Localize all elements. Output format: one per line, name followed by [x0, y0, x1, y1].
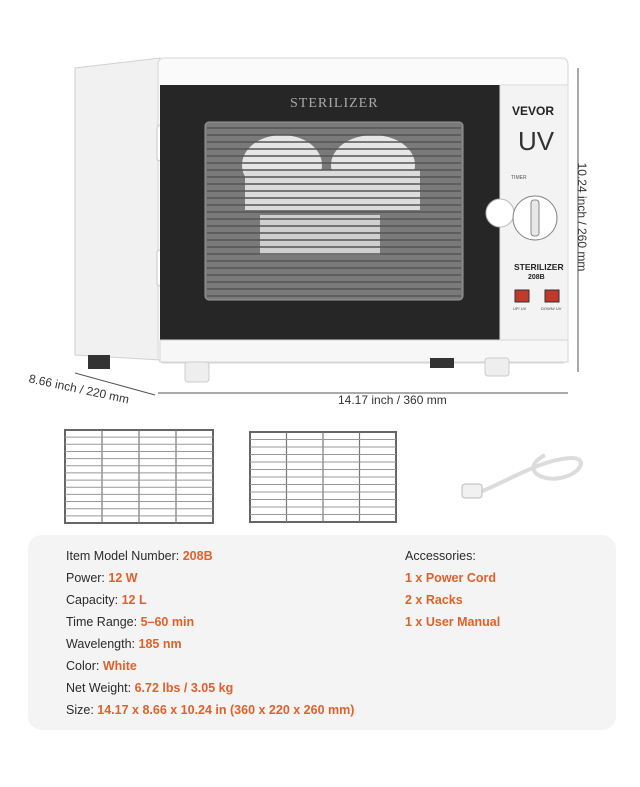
rack-1 [65, 430, 213, 523]
foot-back-left [88, 355, 110, 369]
spec-value: 5–60 min [140, 615, 195, 629]
foot-back-right [430, 358, 454, 368]
spec-row [66, 615, 194, 629]
spec-label: Wavelength: [66, 637, 139, 651]
rack-2 [250, 432, 396, 522]
power-cord [462, 455, 581, 498]
spec-label: Item Model Number: [66, 549, 183, 563]
accessory-item: 2 x Racks [405, 593, 463, 607]
accessory-item: 1 x Power Cord [405, 571, 496, 585]
spec-value: 6.72 lbs / 3.05 kg [134, 681, 234, 695]
spec-value: 208B [182, 549, 213, 563]
panel-label: STERILIZER [514, 262, 564, 272]
spec-label: Power: [66, 571, 109, 585]
spec-row [66, 571, 138, 585]
spec-row [66, 703, 354, 717]
spec-label: Net Weight: [66, 681, 135, 695]
box-item [260, 215, 380, 255]
towel-stack [245, 170, 420, 210]
spec-row [66, 681, 233, 695]
switch-left [515, 290, 529, 302]
spec-panel [28, 535, 616, 730]
cabinet-side [75, 58, 160, 360]
brand-logo: VEVOR [512, 104, 555, 118]
spec-label: Size: [66, 703, 98, 717]
accessories-illustration [0, 420, 640, 530]
accessories-title: Accessories: [405, 549, 476, 563]
height-dimension: 10.24 inch / 260 mm [575, 162, 589, 272]
door-label: STERILIZER [290, 96, 379, 111]
switch-right-label: DOWN/ UV [541, 306, 562, 311]
spec-value: 14.17 x 8.66 x 10.24 in (360 x 220 x 260 mm) [97, 703, 355, 717]
spec-row [66, 593, 147, 607]
width-dimension: 14.17 inch / 360 mm [338, 393, 447, 407]
door-knob [486, 199, 514, 227]
spec-value: 185 nm [138, 637, 182, 651]
timer-grip [531, 200, 539, 236]
uv-badge: UV [518, 126, 555, 156]
spec-row [66, 637, 182, 651]
spec-row [66, 659, 137, 673]
spec-label: Color: [66, 659, 103, 673]
spec-value: 12 W [108, 571, 138, 585]
spec-row [66, 549, 213, 563]
spec-value: 12 L [121, 593, 147, 607]
spec-value: White [102, 659, 137, 673]
switch-right [545, 290, 559, 302]
spec-label: Capacity: [66, 593, 122, 607]
depth-dimension: 8.66 inch / 220 mm [27, 371, 131, 407]
foot-front-left [185, 362, 209, 382]
timer-label: TIMER [511, 175, 527, 181]
accessory-item: 1 x User Manual [405, 615, 501, 629]
foot-front-right [485, 358, 509, 376]
switch-left-label: UP/ UV [513, 306, 527, 311]
spec-label: Time Range: [66, 615, 141, 629]
panel-model: 208B [528, 274, 545, 281]
